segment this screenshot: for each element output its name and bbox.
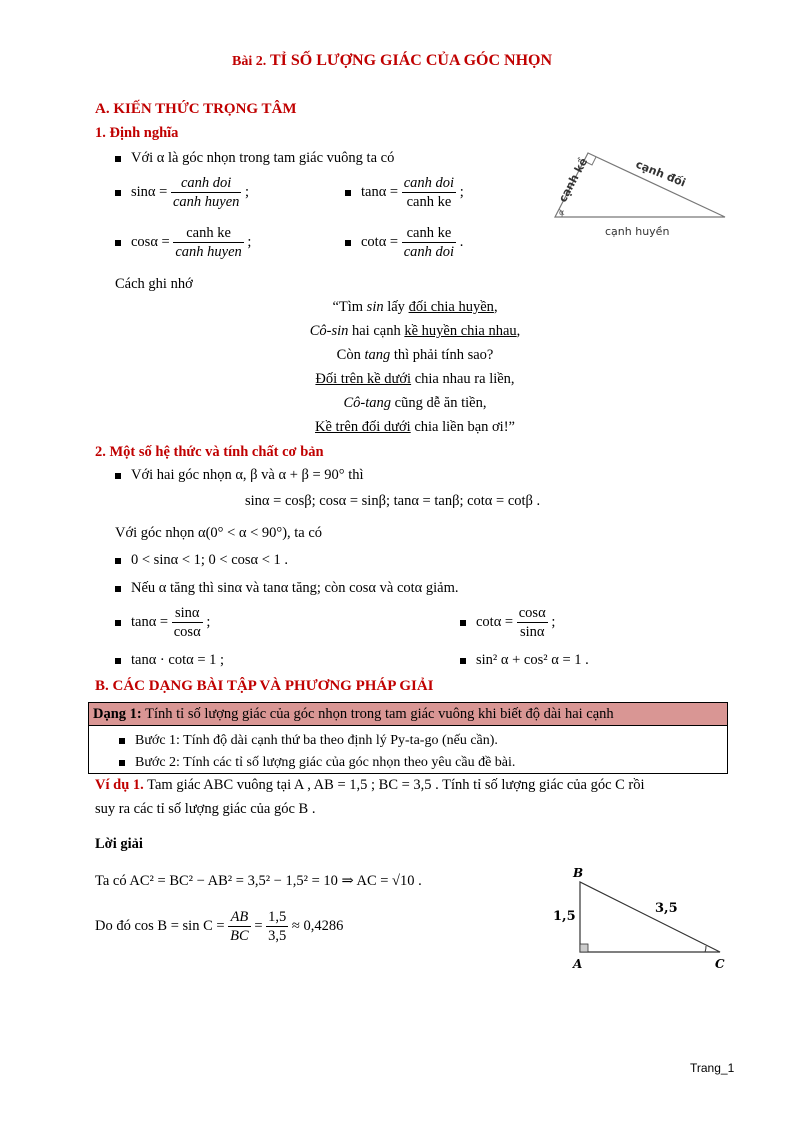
range-inequality: 0 < sinα < 1; 0 < cosα < 1 . (115, 552, 288, 569)
poem-line-5: Cô-tang cũng dễ ăn tiền, (343, 395, 487, 411)
section-a-heading: A. KIẾN THỨC TRỌNG TÂM (95, 101, 297, 117)
right-triangle-figure (540, 145, 740, 245)
angle-alpha-label: α (559, 208, 565, 217)
poem-line-2: Cô-sin hai cạnh kề huyền chia nhau, (309, 323, 521, 339)
problem-type-box (88, 702, 728, 774)
poem-line-4: Đối trên kề dưới chia nhau ra liền, (315, 371, 515, 387)
relations-heading: 2. Một số hệ thức và tính chất cơ bản (95, 444, 324, 460)
hypotenuse-label: cạnh huyền (605, 225, 670, 238)
example-1-text: Ví dụ 1. Tam giác ABC vuông tại A , AB = 1,5 ; BC = 3,5 . Tính tỉ số lượng giác của góc C rồi (95, 777, 645, 793)
tan-definition: tanα = $\frac{\text{canh doi}}{\text{canh ke}}$ ; (345, 174, 464, 211)
example-1-text-cont: suy ra các tỉ số lượng giác của góc B . (95, 801, 316, 817)
section-b-heading: B. CÁC DẠNG BÀI TẬP VÀ PHƯƠNG PHÁP GIẢI (95, 678, 434, 694)
cot-definition: cotα = $\frac{\text{canh ke}}{\text{canh doi}}$ . (345, 224, 463, 261)
acute-angle-text: Với góc nhọn α(0° < α < 90°), ta có (115, 525, 323, 541)
monotonicity-text: Nếu α tăng thì sinα và tanα tăng; còn cosα và cotα giảm. (115, 580, 459, 597)
vertex-a-label: A (573, 957, 583, 971)
side-ab-label: 1,5 (553, 909, 576, 924)
vertex-b-label: B (573, 866, 584, 880)
solution-label: Lời giải (95, 836, 143, 852)
page-number: Trang_1 (690, 1061, 735, 1075)
example-triangle-figure (545, 862, 735, 972)
poem-line-1: “Tìm sin lấy đối chia huyền, (332, 299, 498, 315)
tan-quotient: tanα = $\frac{\sin\alpha}{\cos\alpha}$ ; (115, 604, 210, 641)
cot-quotient: cotα = $\frac{\cos\alpha}{\sin\alpha}$ ; (460, 604, 555, 641)
complementary-identities: sinα = cosβ; cosα = sinβ; tanα = tanβ; cotα = cotβ . (245, 493, 541, 509)
poem-line-3: Còn tang thì phải tính sao? (336, 347, 494, 363)
cos-definition: cosα = $\frac{\text{canh ke}}{\text{canh huyen}}$ ; (115, 224, 251, 261)
definition-heading: 1. Định nghĩa (95, 125, 179, 141)
opposite-side-label: cạnh đối (633, 157, 688, 190)
poem-line-6: Kề trên đối dưới chia liền bạn ơi!” (315, 419, 515, 435)
complementary-angles-text: Với hai góc nhọn α, β và α + β = 90° thì (115, 467, 364, 484)
pythagorean-identity: sin² α + cos² α = 1 . (460, 652, 589, 669)
step-1: Bước 1: Tính độ dài cạnh thứ ba theo định lý Py-ta-go (nếu cần). (119, 730, 727, 752)
problem-type-header: Dạng 1: Tính tỉ số lượng giác của góc nhọn trong tam giác vuông khi biết độ dài hai cạnh (89, 703, 727, 726)
step-2: Bước 2: Tính các tỉ số lượng giác của góc nhọn theo yêu cầu đề bài. (119, 752, 727, 774)
vertex-c-label: C (715, 957, 725, 971)
side-bc-label: 3,5 (655, 901, 678, 916)
page-title: Bài 2. TỈ SỐ LƯỢNG GIÁC CỦA GÓC NHỌN (232, 52, 553, 69)
tan-cot-product: tanα · cotα = 1 ; (115, 652, 224, 669)
memo-label: Cách ghi nhớ (115, 276, 193, 292)
adjacent-side-label: cạnh kề (556, 155, 591, 205)
solution-line-1: Ta có AC² = BC² − AB² = 3,5² − 1,5² = 10 ⇒ AC = √10 . (95, 873, 422, 889)
sin-definition: sinα = $\frac{\text{canh doi}}{\text{canh huyen}}$ ; (115, 174, 249, 211)
definition-intro: Với α là góc nhọn trong tam giác vuông ta có (115, 150, 394, 167)
solution-line-2: Do đó cos B = sin C = $\frac{AB}{BC}$ = $\frac{1,5}{3,5}$ ≈ 0,4286 (95, 909, 344, 944)
